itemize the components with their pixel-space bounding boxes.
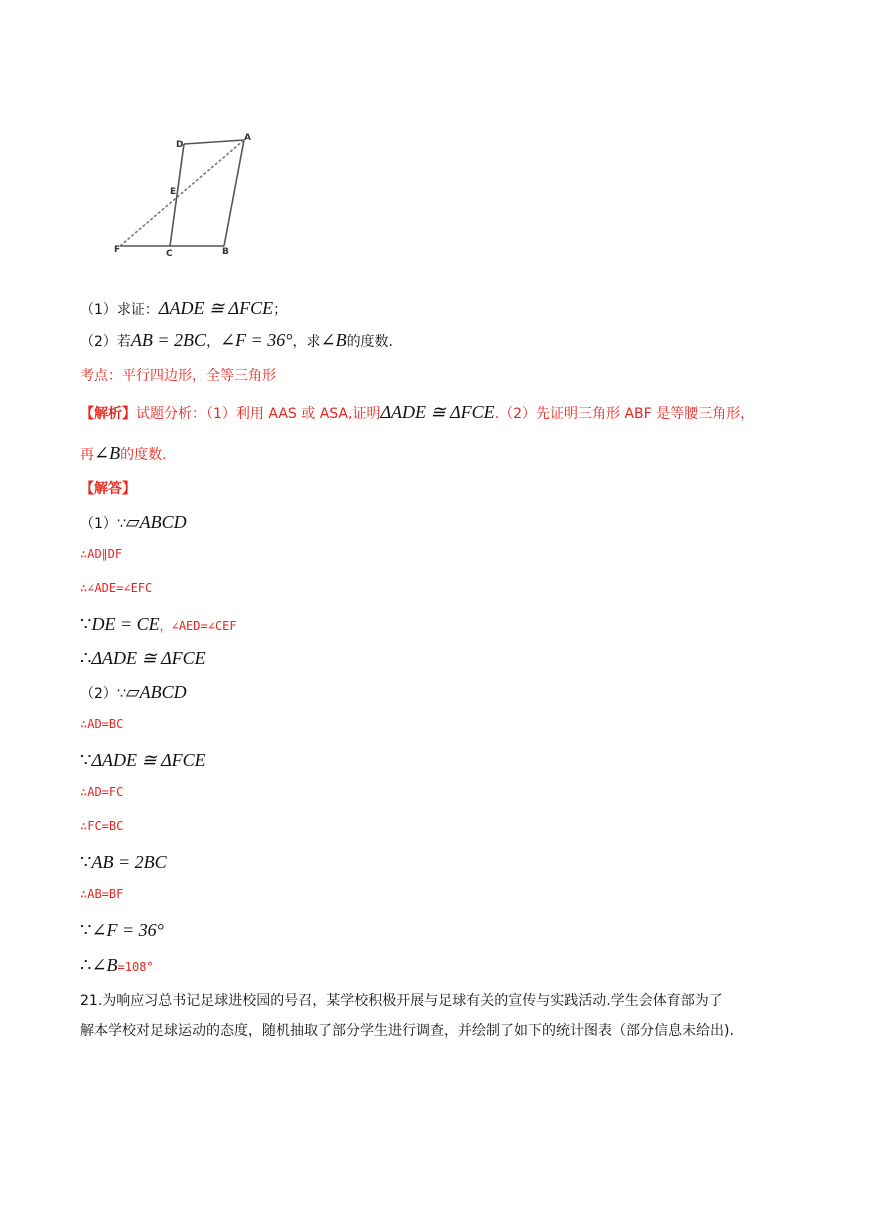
label-A: A (244, 133, 251, 143)
step-suffix: ，∠AED=∠CEF (159, 619, 237, 633)
analysis-text-2: .（2）先证明三角形 ABF 是等腰三角形， (494, 406, 755, 422)
solution-step (80, 852, 167, 873)
label-E: E (170, 187, 177, 197)
parallelogram-figure (112, 128, 282, 260)
solution-step (80, 955, 154, 976)
step-text: ∴AB=BF (80, 887, 124, 901)
analysis-line-2 (80, 443, 167, 464)
solution-step (80, 614, 237, 635)
solution-step (80, 716, 123, 732)
answer-tag: 【解答】 (80, 481, 136, 497)
step-prefix: ∵ (80, 614, 92, 634)
question-21-line-1: 21.为响应习总书记足球进校园的号召，某学校积极开展与足球有关的宣传与实践活动.学生会体育部为了 (80, 993, 723, 1009)
step-math: ▱ABCD (125, 682, 187, 702)
question-2-math-2: ∠F = 36° (220, 330, 293, 350)
question-2-sep: ， (206, 334, 221, 350)
step-suffix: =108° (117, 960, 154, 974)
label-C: C (166, 249, 173, 259)
label-F: F (114, 245, 121, 255)
analysis-line-2-pre: 再 (80, 447, 94, 463)
question-2-sep-2: ，求 (292, 334, 321, 350)
step-math: ▱ABCD (125, 512, 187, 532)
solution-step (80, 920, 164, 941)
kaodian-line: 考点：平行四边形，全等三角形 (80, 368, 276, 384)
step-math: ∠F = 36° (91, 920, 164, 940)
solution-step (80, 580, 152, 596)
step-prefix: ∵ (80, 920, 92, 940)
question-2-prefix: （2）若 (80, 334, 131, 350)
step-text: ∴∠ADE=∠EFC (80, 581, 153, 595)
question-21-line-2: 解本学校对足球运动的态度，随机抽取了部分学生进行调查，并绘制了如下的统计图表（部分信息未给出). (80, 1023, 734, 1039)
analysis-tag: 【解析】 (80, 406, 136, 422)
solution-step (80, 886, 123, 902)
analysis-line-1 (80, 402, 754, 423)
segment-AB (224, 140, 244, 246)
step-text: ∴AD∥DF (80, 547, 123, 561)
step-math: ∠B (91, 955, 118, 975)
solution-step (80, 512, 187, 533)
solution-step (80, 682, 187, 703)
step-prefix: （2）∵ (80, 686, 126, 702)
question-1-math: ΔADE ≅ ΔFCE (158, 298, 274, 318)
analysis-text-1: 试题分析：（1）利用 AAS 或 ASA,证明 (136, 406, 381, 422)
step-math: ΔADE ≅ ΔFCE (91, 750, 206, 770)
question-2-suffix: 的度数. (346, 334, 394, 350)
solution-step (80, 784, 123, 800)
analysis-math: ΔADE ≅ ΔFCE (380, 402, 495, 422)
step-text: ∴FC=BC (80, 819, 124, 833)
segment-DA (184, 140, 244, 144)
question-2-math-3: ∠B (320, 330, 347, 350)
step-prefix: ∵ (80, 852, 92, 872)
step-text: ∴AD=BC (80, 717, 124, 731)
analysis-line-2-post: 的度数. (120, 447, 167, 463)
question-2 (80, 330, 393, 351)
solution-step (80, 546, 122, 562)
analysis-line-2-math: ∠B (94, 443, 121, 463)
step-text: ∴AD=FC (80, 785, 124, 799)
question-1 (80, 298, 287, 319)
step-math: ΔADE ≅ ΔFCE (91, 648, 206, 668)
step-prefix: （1）∵ (80, 516, 126, 532)
step-math: AB = 2BC (91, 852, 167, 872)
label-B: B (222, 247, 229, 257)
solution-step (80, 818, 123, 834)
question-1-suffix: ； (273, 302, 288, 318)
question-21 (80, 986, 800, 1046)
question-2-math-1: AB = 2BC (130, 330, 207, 350)
step-prefix: ∴ (80, 648, 92, 668)
label-D: D (176, 140, 184, 150)
step-prefix: ∴ (80, 955, 92, 975)
step-prefix: ∵ (80, 750, 92, 770)
solution-step (80, 750, 206, 771)
question-1-prefix: （1）求证： (80, 302, 159, 318)
solution-step (80, 648, 206, 669)
step-math: DE = CE (91, 614, 160, 634)
